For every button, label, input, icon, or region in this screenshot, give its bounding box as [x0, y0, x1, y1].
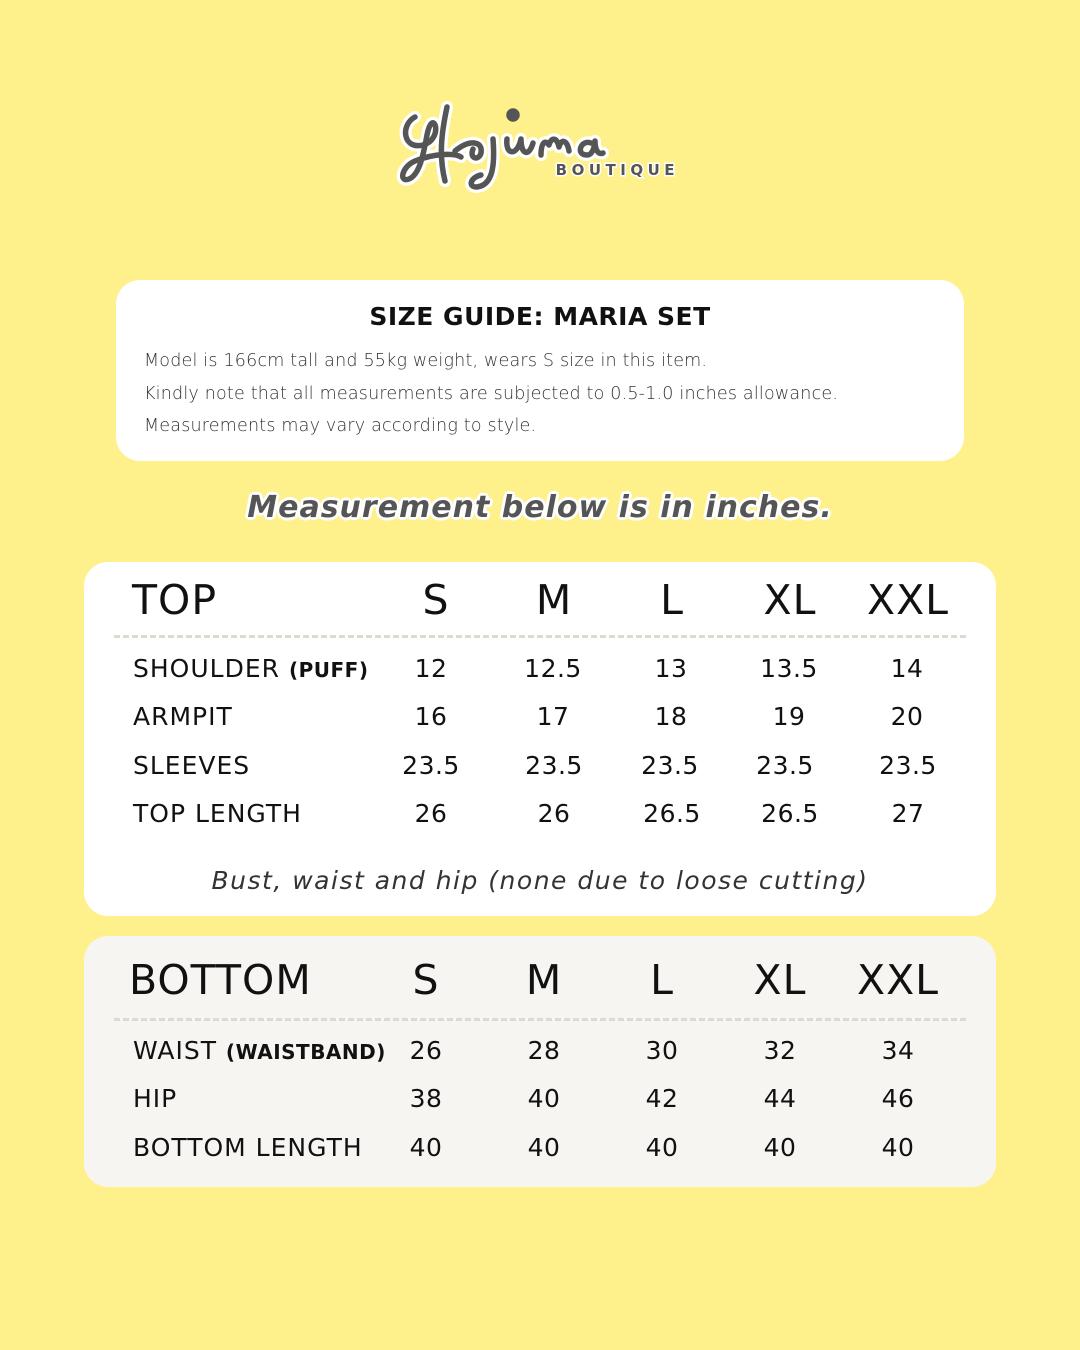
- table-cell: 13.5: [760, 654, 818, 683]
- row-label-sub: (WAISTBAND): [225, 1040, 386, 1064]
- top-size-header: S: [422, 576, 450, 624]
- row-label-text: SHOULDER: [133, 654, 280, 683]
- table-cell: 40: [763, 1133, 797, 1162]
- table-cell: 23.5: [756, 751, 814, 780]
- table-cell: 44: [763, 1084, 797, 1113]
- bottom-size-header: XL: [753, 956, 807, 1004]
- table-cell: 32: [763, 1036, 797, 1065]
- table-cell: 40: [527, 1084, 561, 1113]
- table-row-label: ARMPIT: [133, 702, 233, 731]
- table-cell: 26: [537, 799, 571, 828]
- row-label-text: WAIST: [133, 1036, 217, 1065]
- table-cell: 26: [414, 799, 448, 828]
- top-size-table: [84, 562, 996, 916]
- table-row-label: HIP: [133, 1084, 178, 1113]
- top-size-header: XL: [763, 576, 817, 624]
- dashed-divider: [114, 635, 966, 638]
- table-cell: 14: [890, 654, 924, 683]
- loose-cutting-note: Bust, waist and hip (none due to loose cutting): [211, 866, 869, 895]
- top-size-header: M: [535, 576, 573, 624]
- brand-logo: [395, 95, 695, 195]
- table-cell: 30: [645, 1036, 679, 1065]
- table-cell: 38: [409, 1084, 443, 1113]
- table-cell: 40: [881, 1133, 915, 1162]
- info-line-model: Model is 166cm tall and 55kg weight, wears S size in this item.: [144, 351, 708, 371]
- hajuma-logo-mark: [395, 95, 695, 195]
- table-cell: 46: [881, 1084, 915, 1113]
- table-cell: 26.5: [643, 799, 701, 828]
- table-cell: 40: [645, 1133, 679, 1162]
- table-row-label: TOP LENGTH: [133, 799, 302, 828]
- table-row-label: BOTTOM LENGTH: [133, 1133, 363, 1162]
- table-cell: 23.5: [402, 751, 460, 780]
- info-card: [116, 280, 964, 461]
- top-size-header: L: [660, 576, 684, 624]
- size-guide-title: SIZE GUIDE: MARIA SET: [369, 302, 711, 331]
- units-headline: Measurement below is in inches.: [247, 490, 833, 525]
- row-label-sub: (PUFF): [288, 658, 369, 682]
- table-cell: 16: [414, 702, 448, 731]
- table-row-label: SLEEVES: [133, 751, 251, 780]
- table-cell: 23.5: [879, 751, 937, 780]
- table-cell: 17: [536, 702, 570, 731]
- table-cell: 23.5: [525, 751, 583, 780]
- table-cell: 26.5: [761, 799, 819, 828]
- info-line-allowance: Kindly note that all measurements are subjected to 0.5-1.0 inches allowance.: [144, 384, 839, 404]
- bottom-size-header: L: [650, 956, 674, 1004]
- table-cell: 40: [527, 1133, 561, 1162]
- table-cell: 20: [890, 702, 924, 731]
- table-cell: 12.5: [524, 654, 582, 683]
- bottom-size-header: XXL: [856, 956, 940, 1004]
- bottom-table-title: BOTTOM: [129, 956, 312, 1004]
- table-cell: 42: [645, 1084, 679, 1113]
- table-cell: 13: [654, 654, 688, 683]
- top-size-header: XXL: [866, 576, 950, 624]
- table-cell: 12: [414, 654, 448, 683]
- info-line-style: Measurements may vary according to style.: [144, 416, 537, 436]
- table-cell: 19: [772, 702, 806, 731]
- table-row-label: [133, 1036, 386, 1065]
- table-cell: 18: [654, 702, 688, 731]
- top-table-title: TOP: [132, 576, 218, 624]
- dashed-divider: [114, 1018, 966, 1021]
- table-cell: 23.5: [641, 751, 699, 780]
- table-cell: 27: [891, 799, 925, 828]
- table-cell: 34: [881, 1036, 915, 1065]
- table-cell: 28: [527, 1036, 561, 1065]
- bottom-size-header: S: [412, 956, 440, 1004]
- table-cell: 26: [409, 1036, 443, 1065]
- bottom-size-header: M: [525, 956, 563, 1004]
- table-row-label: [133, 654, 368, 683]
- brand-tagline: BOUTIQUE: [555, 161, 679, 179]
- table-cell: 40: [409, 1133, 443, 1162]
- bottom-size-table: [84, 936, 996, 1187]
